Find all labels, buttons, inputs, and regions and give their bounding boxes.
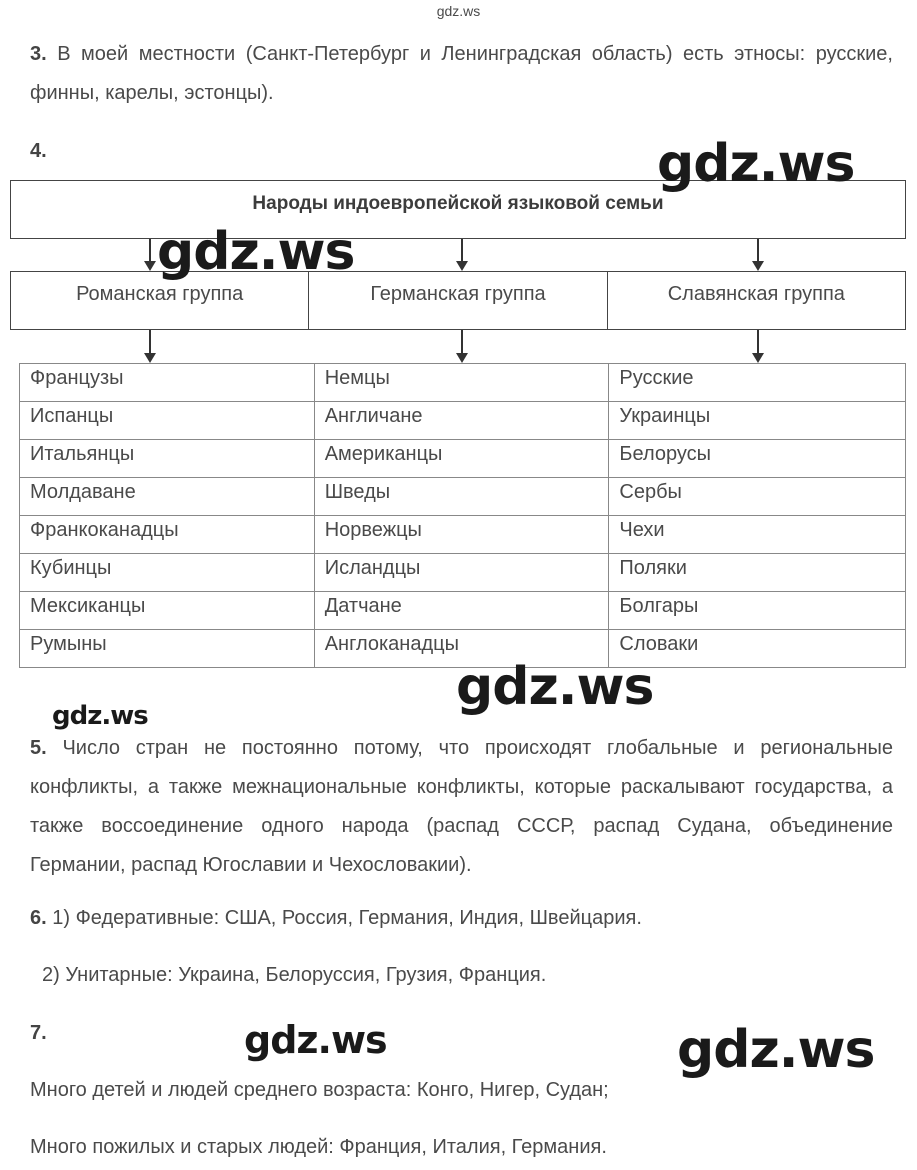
- table-cell: Кубинцы: [20, 554, 315, 592]
- table-row: [20, 440, 906, 478]
- arrow-down-icon: [144, 330, 156, 363]
- table-cell: Итальянцы: [20, 440, 315, 478]
- table-cell: Немцы: [314, 364, 609, 402]
- watermark: gdz.ws: [456, 657, 654, 717]
- table-row: [20, 554, 906, 592]
- table-cell: Сербы: [609, 478, 906, 516]
- watermark: gdz.ws: [657, 134, 855, 194]
- table-cell: Поляки: [609, 554, 906, 592]
- answer-6-federal: 1) Федеративные: США, Россия, Германия, Индия, Швейцария.: [52, 907, 642, 929]
- arrow-down-icon: [144, 239, 156, 271]
- table-cell: Мексиканцы: [20, 592, 315, 630]
- table-cell: Французы: [20, 364, 315, 402]
- answer-4-number: 4.: [30, 140, 47, 162]
- answer-3: [30, 35, 893, 113]
- watermark: gdz.ws: [244, 1018, 387, 1062]
- table-cell: Датчане: [314, 592, 609, 630]
- table-cell: Англоканадцы: [314, 630, 609, 668]
- answer-7-number: 7.: [30, 1022, 47, 1044]
- group-slavic: [608, 272, 905, 329]
- table-cell: Румыны: [20, 630, 315, 668]
- group-label: Романская группа: [76, 283, 244, 305]
- answer-7-line-1: Много детей и людей среднего возраста: Конго, Нигер, Судан;: [30, 1079, 609, 1101]
- table-cell: Болгары: [609, 592, 906, 630]
- table-cell: Русские: [609, 364, 906, 402]
- table-row: [20, 402, 906, 440]
- table-cell: Англичане: [314, 402, 609, 440]
- answer-3-text: В моей местности (Санкт-Петербург и Ленинградская область) есть этносы: русские, финны, карелы, эстонцы).: [30, 43, 893, 104]
- table-row: [20, 516, 906, 554]
- table-cell: Франкоканадцы: [20, 516, 315, 554]
- arrow-down-icon: [456, 330, 468, 363]
- arrow-down-icon: [752, 330, 764, 363]
- top-watermark: gdz.ws: [436, 3, 481, 19]
- answer-6-line-2: [42, 956, 905, 995]
- group-label: Германская группа: [370, 283, 546, 305]
- table-cell: Молдаване: [20, 478, 315, 516]
- answer-6-number: 6.: [30, 907, 47, 929]
- group-label: Славянская группа: [667, 283, 845, 305]
- answer-7-line-2: Много пожилых и старых людей: Франция, Италия, Германия.: [30, 1136, 607, 1158]
- watermark: gdz.ws: [52, 701, 148, 731]
- table-cell: Словаки: [609, 630, 906, 668]
- table-row: [20, 364, 906, 402]
- table-cell: Исландцы: [314, 554, 609, 592]
- table-row: [20, 478, 906, 516]
- table-row: [20, 592, 906, 630]
- groups-row: [10, 271, 906, 330]
- answer-6-unitary: 2) Унитарные: Украина, Белоруссия, Грузия, Франция.: [42, 964, 547, 986]
- answer-6-line-1: [30, 899, 893, 938]
- answer-5-text: Число стран не постоянно потому, что происходят глобальные и региональные конфликты, а также межнациональные конфликты, которые раскалывают государства, а также воссоединение одного народа (распад СССР, распад Судана, объединение Германии, распад Югославии и Чехословакии).: [30, 737, 893, 876]
- answer-3-number: 3.: [30, 43, 47, 65]
- table-cell: Норвежцы: [314, 516, 609, 554]
- table-cell: Чехи: [609, 516, 906, 554]
- table-cell: Испанцы: [20, 402, 315, 440]
- table-cell: Шведы: [314, 478, 609, 516]
- table-cell: Белорусы: [609, 440, 906, 478]
- table-cell: Украинцы: [609, 402, 906, 440]
- peoples-table: [19, 363, 906, 668]
- arrow-down-icon: [456, 239, 468, 271]
- table-cell: Американцы: [314, 440, 609, 478]
- watermark: gdz.ws: [157, 222, 355, 282]
- arrow-down-icon: [752, 239, 764, 271]
- family-title: Народы индоевропейской языковой семьи: [252, 192, 664, 214]
- answer-5-number: 5.: [30, 737, 47, 759]
- answer-5: [30, 729, 893, 885]
- watermark: gdz.ws: [677, 1020, 875, 1080]
